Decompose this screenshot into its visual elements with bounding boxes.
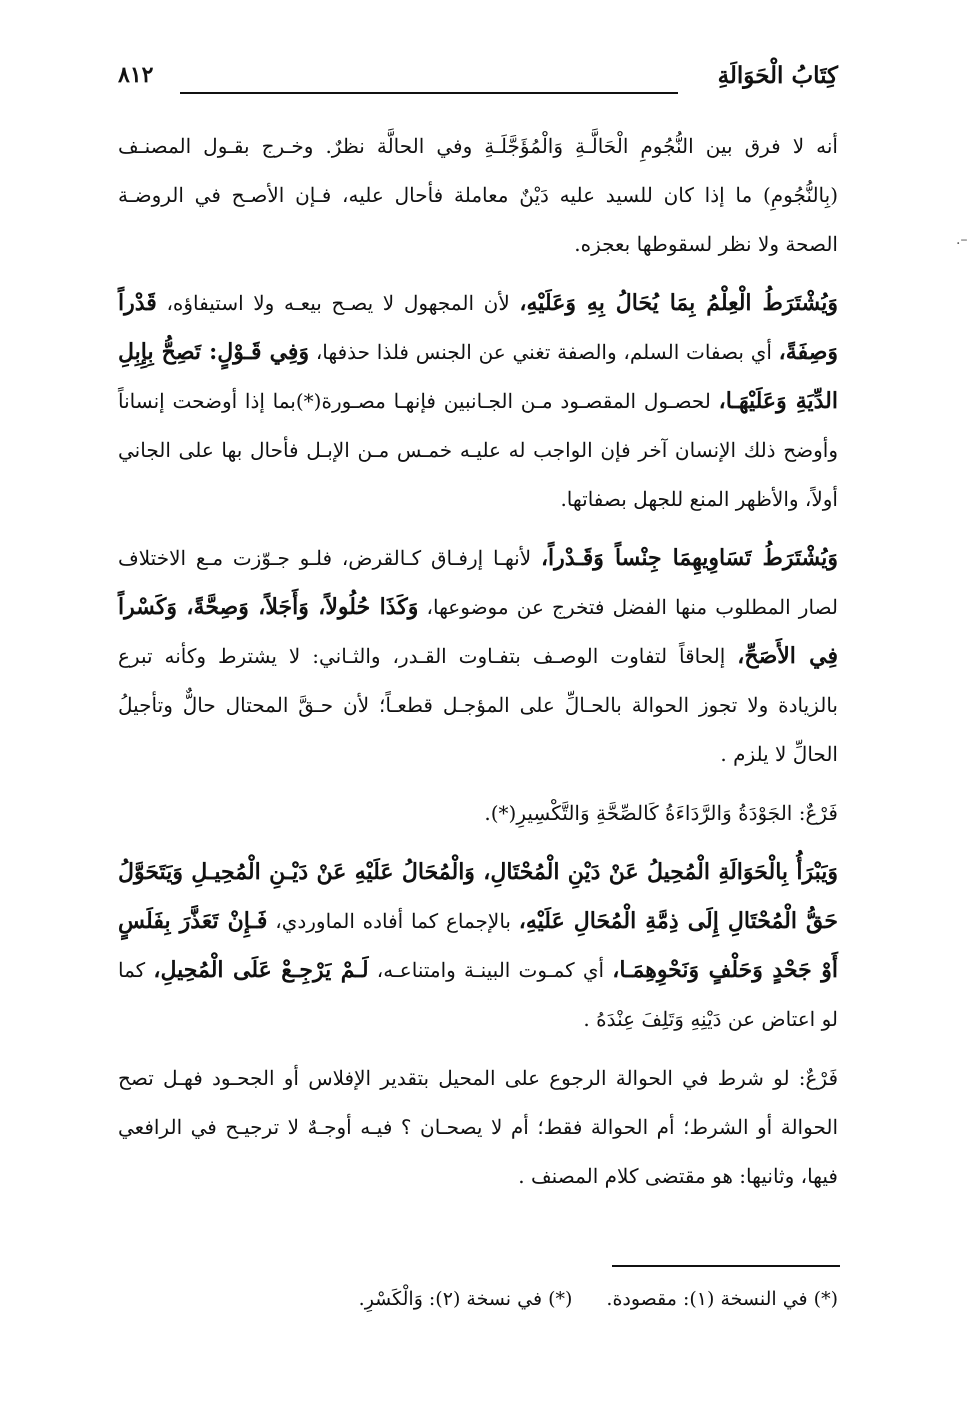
commentary-text: إلحاقاً لتفاوت الوصـف بتفـاوت القـدر، والثـاني: لا يشترط وكأنه تبرع بالزيادة ولا تجوز الحوالة بالحـالِّ على المؤجـل قطعـاً؛ لأن حـقَّ المحتال حالٌّ وتأجيلُ الحالِّ لا يلزم .: [118, 644, 838, 766]
matn-text: وَيَبْرَأُ بِالْحَوَالَةِ الْمُحِيلُ عَنْ دَيْنِ الْمُحْتَالِ، وَالْمُحَالُ عَلَيْهِ عَنْ دَيْـنِ الْمُحِيـلِ وَيَتَحَوَّلُ حَقُّ الْمُحْتَالِ إِلَى ذِمَّةِ الْمُحَالِ عَلَيْهِ،: [118, 859, 839, 934]
branch-note-text: فَرْعٌ: لو شرط في الحوالة الرجوع على المحيل بتقدير الإفلاس أو الجحـود فهـل تصح الحوالة أو الشرط؛ أم الحوالة فقط؛ أم لا يصحـان ؟ فيـه أوجـهٌ لا ترجيـح في الرافعي فيها، وثانيها: هو مقتضى كلام المصنف .: [118, 1066, 838, 1188]
running-title: كِتَابُ الْحَوَالَةِ: [717, 62, 838, 89]
commentary-text: بالإجماع كما أفاده الماوردي،: [267, 909, 519, 933]
footnotes: [300, 1284, 838, 1314]
matn-text: لَـمْ يَرْجِـعْ عَلَى الْمُحِيلِ،: [153, 957, 369, 983]
matn-text: قَدْراً وَصِفَةً،: [118, 290, 839, 365]
commentary-text: أي كمـوت البينـة وامتناعـه،: [368, 958, 613, 982]
commentary-text: لأن المجهول لا يصـح بيعـه ولا استيفاؤه،: [156, 291, 520, 315]
paragraph-2: [118, 279, 838, 524]
page-number: ٨١٢: [118, 62, 154, 88]
header-rule: [180, 92, 678, 94]
paragraph-1: [118, 122, 838, 269]
matn-text: وَفِي قَـوْلٍ: تَصِحُّ بِإِبِلِ الدِّيَةِ وَعَلَيْهَـا،: [118, 339, 838, 414]
scan-edge-mark: .–: [956, 232, 968, 248]
commentary-text: لأنهـا إرفـاق كـالقرض، فلـو جـوّزت مـع الاختلاف لصار المطلوب منها الفضل فتخرج عن موضوعها،: [118, 546, 838, 619]
commentary-text: أي بصفات السلم، والصفة تغني عن الجنس فلذا حذفها،: [309, 340, 779, 364]
branch-note-text: فَرْعٌ: الجَوْدَةُ وَالرَّدَاءَةُ كَالصِّحَّةِ وَالتَّكْسِيرِ(*).: [484, 801, 838, 825]
matn-text: فَـإِنْ تَعَذَّرَ بِفَلَسٍ أَوْ جَحْدٍ وَحَلْفٍ وَنَحْوِهِمَـا،: [118, 908, 838, 983]
paragraph-text: أنه لا فرق بين النُّجُومِ الْحَالَّـةِ وَالْمُؤَجَّلَـةِ وفي الحالَّة نظرٌ. وخـرج بقـول المصنـف (بِالنُّجُومِ) ما إذا كان للسيد عليه دَيْنٌ معاملة فأحال عليه، فـإن الأصـح في الروضـة الصحة ولا نظر لسقوطها بعجزه.: [118, 134, 838, 256]
matn-text: وَيُشْتَرَطُ الْعِلْمُ بِمَا يُحَالُ بِهِ وَعَلَيْهِ،: [519, 290, 838, 316]
commentary-text: لحصـول المقصـود مـن الجـانبين فإنهـا مصـورة(*)بما إذا أوضحت إنساناً وأوضح ذلك الإنسان آخر فإن الواجب له عليـه خمـس مـن الإبـل فأحال بها على الجاني أولاً، والأظهر المنع للجهل بصفاتها.: [118, 389, 838, 511]
commentary-text: كما لو اعتاض عن دَيْنِهِ وَتَلِفَ عِنْدَهُ .: [118, 958, 838, 1031]
footnote-1: (*) في النسخة (١): مقصودة.: [606, 1288, 838, 1310]
matn-text: وَكَذَا حُلُولاً، وَأَجَلاً، وَصِحَّةً، وَكَسْراً فِي الأَصَحِّ،: [118, 594, 839, 669]
footnote-2: (*) في نسخة (٢): وَالْكَسْرِ.: [358, 1288, 573, 1310]
paragraph-3: [118, 534, 838, 779]
matn-text: وَيُشْتَرَطُ تَسَاوِيهِمَا جِنْساً وَقَـدْراً،: [540, 545, 839, 571]
page-header: [118, 62, 838, 102]
paragraph-4: [118, 789, 838, 838]
paragraph-6: [118, 1054, 838, 1201]
footnote-rule: [612, 1265, 840, 1267]
body-text: [118, 122, 838, 1201]
paragraph-5: [118, 848, 838, 1044]
